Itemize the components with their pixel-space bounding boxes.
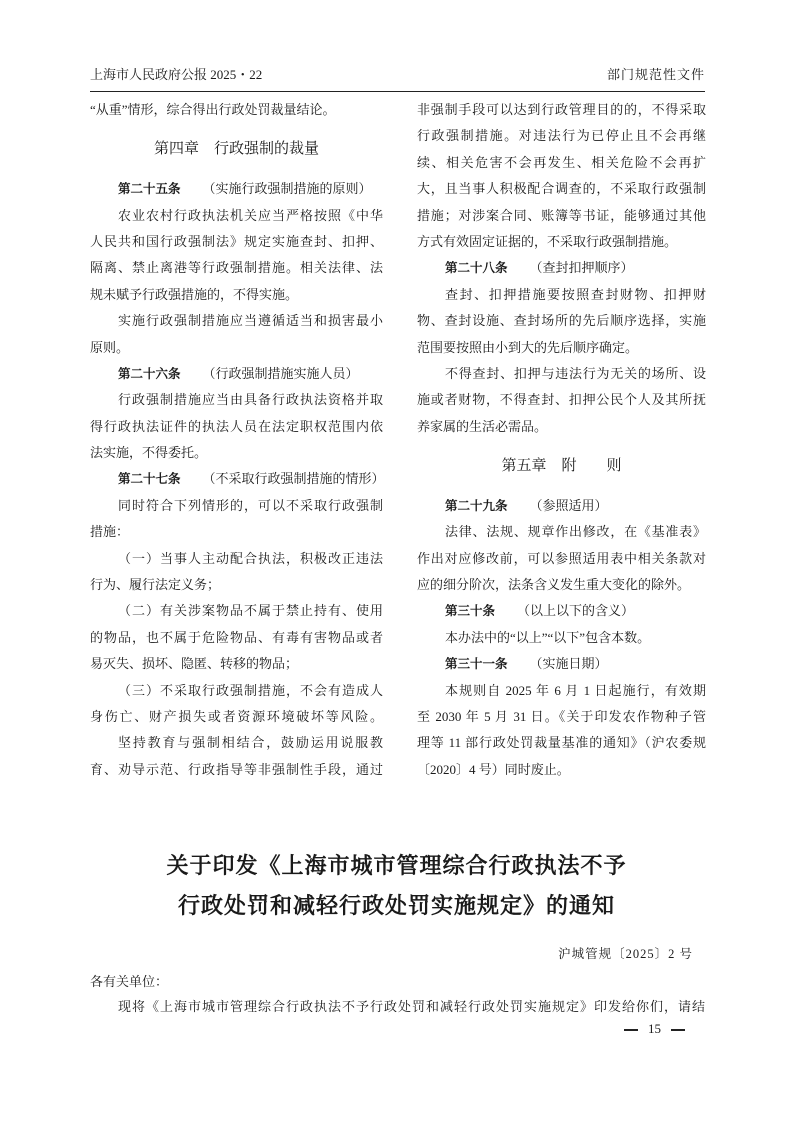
text-line: 规未赋予行政强措施的，不得实施。: [90, 286, 299, 302]
text-line: 隔离、禁止离港等行政强制措施。相关法律、法: [90, 260, 383, 276]
text-line: 本办法中的“以上”“以下”包含本数。: [445, 629, 651, 645]
text-line: “从重”情形，综合得出行政处罚裁量结论。: [90, 102, 336, 117]
text-line: 范围要按照由小到大的先后顺序确定。: [417, 339, 639, 355]
article-number: 第二十七条: [118, 471, 181, 487]
text-line: 农业农村行政执法机关应当严格按照《中华: [118, 207, 383, 223]
left-column: [90, 97, 383, 783]
article-heading: [90, 176, 383, 202]
text-line: （二）有关涉案物品不属于禁止持有、使用: [118, 603, 383, 619]
text-line: （三）不采取行政强制措施，不会有造成人: [118, 682, 383, 698]
text-line: 措施：: [90, 524, 130, 540]
text-line: 易灭失、损坏、隐匿、转移的物品；: [90, 656, 299, 672]
text-line: 至 2030 年 5 月 31 日。《关于印发农作物种子管: [417, 709, 706, 724]
text-line: 身伤亡、财产损失或者资源环境破坏等风险。: [90, 709, 383, 724]
chapter-heading: 第五章 附 则: [501, 458, 622, 475]
text-line: 行政强制措施应当由具备行政执法资格并取: [118, 392, 383, 408]
text-line: 养家属的生活必需品。: [417, 418, 548, 434]
text-line: 得行政执法证件的执法人员在法定职权范围内依: [90, 418, 383, 434]
salutation: 各有关单位：: [90, 974, 169, 989]
text-line: 本规则自 2025 年 6 月 1 日起施行，有效期: [445, 682, 706, 698]
notice-title-line-1: 关于印发《上海市城市管理综合行政执法不予: [166, 854, 627, 879]
text-line: 同时符合下列情形的，可以不采取行政强制: [118, 497, 383, 513]
article-number: 第二十九条: [445, 497, 508, 513]
text-line: 育、劝导示范、行政指导等非强制性手段，通过: [90, 761, 383, 777]
article-number: 第三十一条: [445, 656, 508, 672]
chapter-heading: 第四章 行政强制的裁量: [153, 141, 319, 158]
article-subject: （不采取行政强制措施的情形）: [202, 471, 385, 487]
text-line: 〔2020〕4 号）同时废止。: [417, 761, 570, 777]
article-subject: （查封扣押顺序）: [529, 260, 634, 276]
article-subject: （以上以下的含义）: [517, 603, 635, 619]
article-subject: （参照适用）: [529, 497, 608, 513]
article-number: 第二十五条: [118, 181, 181, 197]
section-header: 部门规范性文件: [606, 67, 705, 82]
article-subject: （实施行政强制措施的原则）: [202, 181, 372, 197]
text-line: 不得查封、扣押与违法行为无关的场所、设: [445, 365, 706, 381]
text-line: 实施行政强制措施应当遵循适当和损害最小: [118, 313, 383, 329]
text-line: 法律、法规、规章作出修改，在《基准表》: [445, 524, 706, 540]
text-line: 应的细分阶次，法条含义发生重大变化的除外。: [417, 577, 691, 593]
article-subject: （行政强制措施实施人员）: [202, 365, 359, 381]
text-line: 法实施，不得委托。: [90, 445, 208, 461]
document-number: 沪城管规〔2025〕2 号: [558, 947, 693, 961]
article-number: 第二十六条: [118, 365, 181, 381]
article-heading: [90, 466, 383, 492]
bulletin-issue-header: 上海市人民政府公报 2025・22: [90, 67, 263, 82]
article-heading: [417, 598, 706, 624]
text-line: 查封、扣押措施要按照查封财物、扣押财: [445, 286, 706, 302]
text-line: 措施；对涉案合同、账簿等书证，能够通过其他: [417, 207, 706, 223]
text-line: 续、相关危害不会再发生、相关危险不会再扩: [417, 154, 706, 170]
article-number: 第三十条: [445, 603, 496, 619]
text-line: 理等 11 部行政处罚裁量基准的通知》（沪农委规: [417, 735, 706, 751]
text-line: 非强制手段可以达到行政管理目的的，不得采取: [417, 102, 706, 117]
text-line: 行为、履行法定义务；: [90, 577, 221, 593]
article-heading: [417, 255, 706, 281]
right-column: [417, 97, 706, 783]
text-line: 作出对应修改前，可以参照适用表中相关条款对: [417, 550, 706, 566]
text-line: 的物品，也不属于危险物品、有毒有害物品或者: [90, 629, 383, 645]
text-line: 行政强制措施。对违法行为已停止且不会再继: [417, 128, 706, 144]
article-number: 第二十八条: [445, 260, 508, 276]
text-line: 大，且当事人积极配合调查的，不采取行政强制: [417, 181, 706, 197]
article-heading: [417, 651, 706, 677]
article-subject: （实施日期）: [529, 656, 608, 672]
notice-body-text: 现将《上海市城市管理综合行政执法不予行政处罚和减轻行政处罚实施规定》印发给你们，请结: [118, 999, 705, 1014]
text-line: 方式有效固定证据的，不采取行政强制措施。: [417, 233, 678, 249]
text-line: 坚持教育与强制相结合，鼓励运用说服教: [118, 735, 383, 751]
article-heading: [90, 361, 383, 387]
article-heading: [417, 493, 706, 519]
text-line: 物、查封设施、查封场所的先后顺序选择，实施: [417, 313, 706, 329]
text-line: （一）当事人主动配合执法，积极改正违法: [118, 550, 383, 566]
dash-left: [624, 1029, 638, 1031]
page-number: [614, 1021, 695, 1037]
page-number-value: 15: [648, 1021, 661, 1036]
notice-title-line-2: 行政处罚和减轻行政处罚实施规定》的通知: [177, 894, 615, 919]
dash-right: [671, 1029, 685, 1031]
text-line: 原则。: [90, 339, 130, 355]
text-line: 人民共和国行政强制法》规定实施查封、扣押、: [90, 233, 383, 249]
text-line: 施或者财物，不得查封、扣押公民个人及其所抚: [417, 392, 706, 408]
header-rule: [90, 91, 705, 92]
